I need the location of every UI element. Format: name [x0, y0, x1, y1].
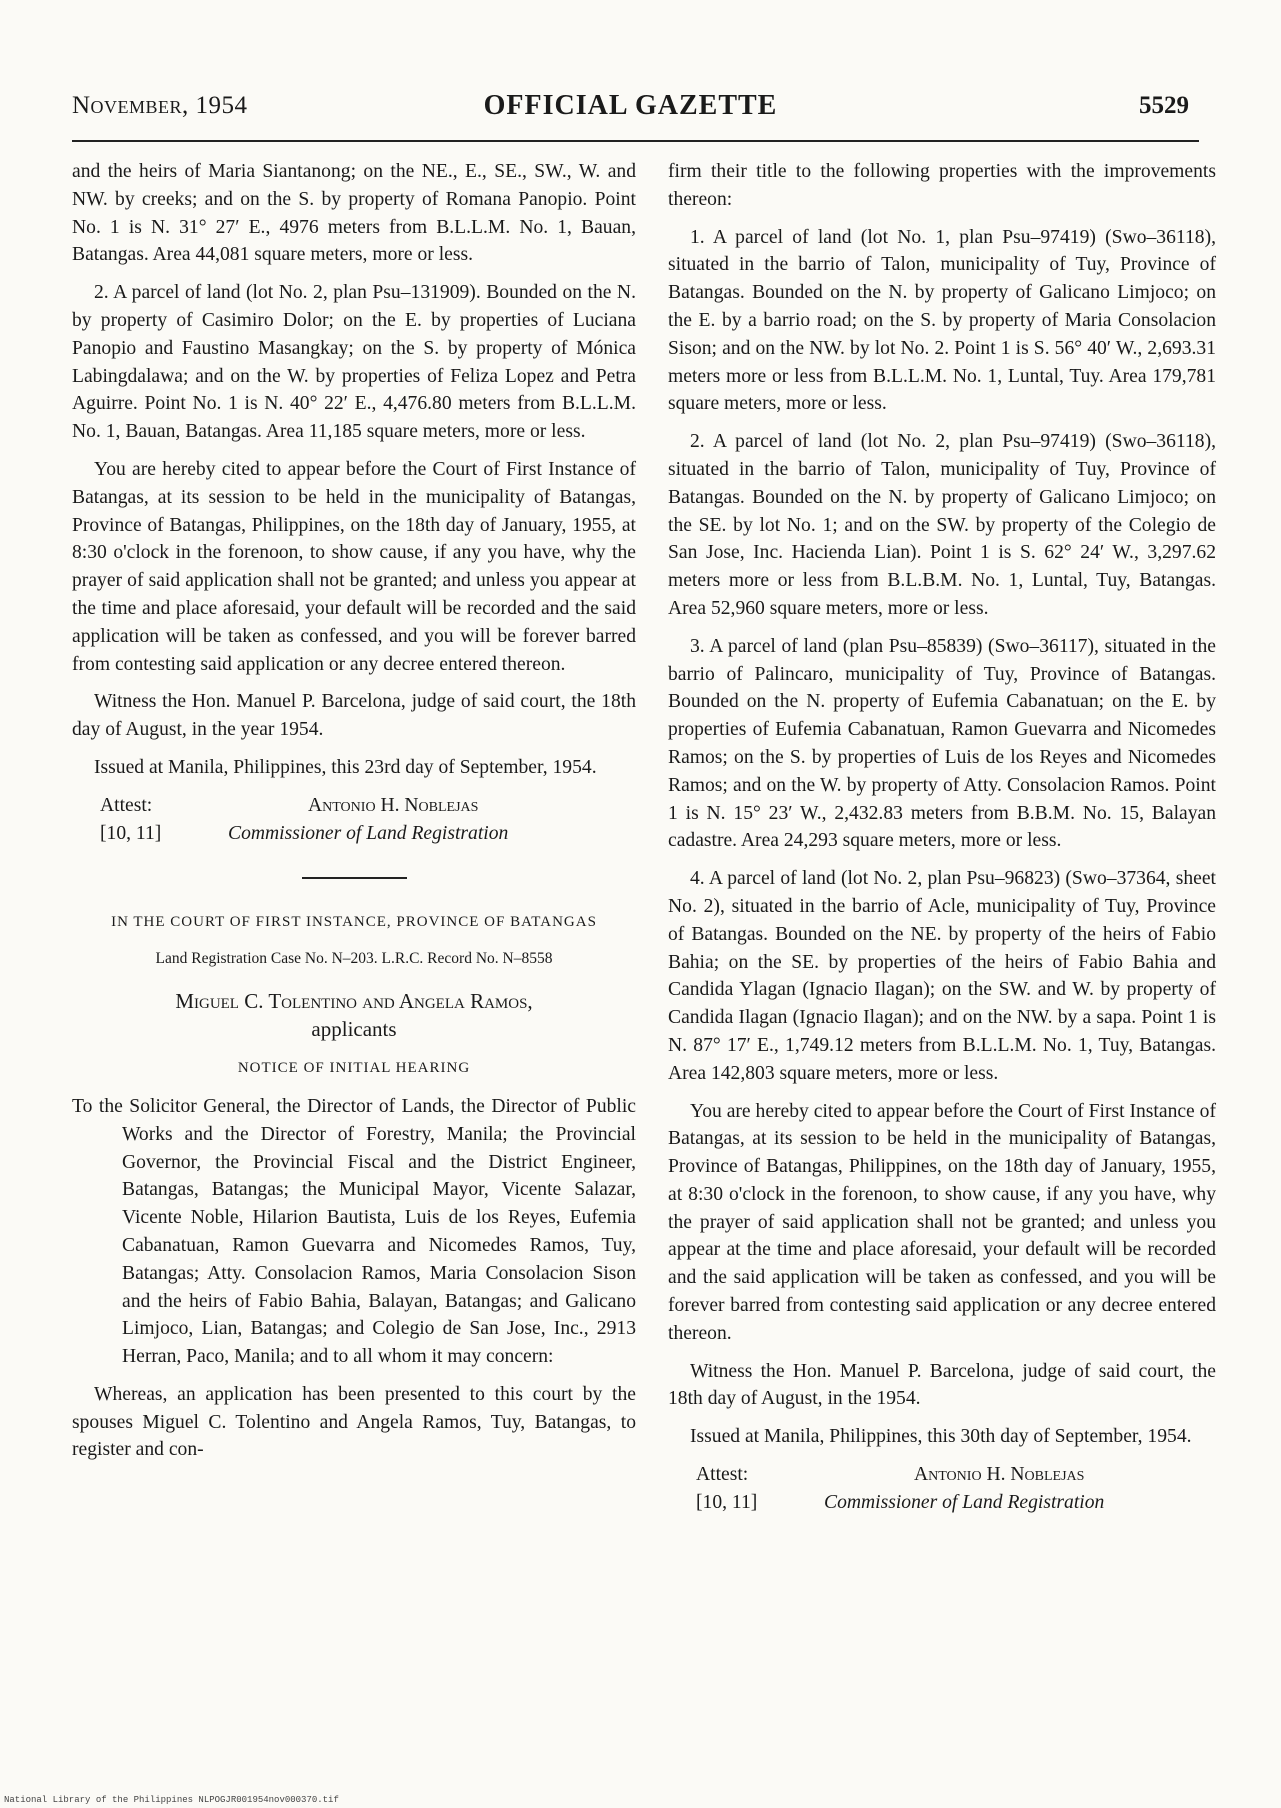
- paragraph: 4. A parcel of land (lot No. 2, plan Psu–96823) (Swo–37364, sheet No. 2), situated in the barrio of Acle, municipality of Tuy, Province of Batangas. Bounded on the NE. by property of the heirs of Fabio Bahia; on the SE. by properties of the heirs of Fabio Bahia and Candida Ylagan (Ignacio Ilagan); on the SW. and W. by property of Candida Ilagan (Ignacio Ilagan); and on the NW. by a sapa. Point 1 is N. 87° 17′ E., 1,749.12 meters from B.L.L.M. No. 1, Tuy, Batangas. Area 142,803 square meters, more or less.: [668, 868, 1216, 1084]
- notice-heading: NOTICE OF INITIAL HEARING: [237, 1060, 471, 1077]
- paragraph: 3. A parcel of land (plan Psu–85839) (Swo–36117), situated in the barrio of Palincaro, municipality of Tuy, Province of Batangas. Bounded on the N. property of Eufemia Cabanatuan; on the E. by properties of Eufemia Cabanatuan, Ramon Guevarra and Nicomedes Ramos; on the S. by properties of Luis de los Reyes and Nicomedes Ramos; and on the W. by property of Atty. Consolacion Ramos. Point 1 is N. 15° 23′ W., 2,432.83 meters from B.B.M. No. 15, Balayan cadastre. Area 24,293 square meters, more or less.: [668, 635, 1216, 852]
- attest-line: [668, 1461, 1216, 1489]
- applicant-names: Miguel C. Tolentino and Angela Ramos,: [175, 989, 533, 1014]
- paragraph: 1. A parcel of land (lot No. 1, plan Psu–97419) (Swo–36118), situated in the barrio of Talon, municipality of Tuy, Province of Batangas. Bounded on the N. by property of Galicano Limjoco; on the E. by a barrio road; on the S. by property of Maria Consolacion Sison; and on the NW. by lot No. 2. Point 1 is S. 56° 40′ W., 2,693.31 meters more or less from B.L.L.M. No. 1, Luntal, Tuy. Area 179,781 square meters, more or less.: [668, 226, 1216, 415]
- attest-label: Attest:: [696, 1464, 749, 1486]
- attest-title: Commissioner of Land Registration: [824, 1491, 1105, 1513]
- right-column: [668, 158, 1216, 1517]
- attest-title: Commissioner of Land Registration: [228, 822, 509, 844]
- addressee-block: To the Solicitor General, the Director of Lands, the Director of Public Works and the Director of Forestry, Manila; the Provincial Governor, the Provincial Fiscal and the District Engineer, Batangas, Batangas; the Municipal Mayor, Vicente Salazar, Vicente Noble, Hilarion Bautista, Luis de los Reyes, Eufemia Cabanatuan, Ramon Guevarra and Nicomedes Ramos, Tuy, Batangas; Atty. Consolacion Ramos, Maria Consolacion Sison and the heirs of Fabio Bahia, Balayan, Batangas; and Galicano Limjoco, Lian, Batangas; and Colegio de San Jose, Inc., 2913 Herran, Paco, Manila; and to all whom it may concern:: [72, 1095, 636, 1368]
- issue-month: November, 1954: [72, 92, 248, 119]
- attest-title-line: [668, 1489, 1216, 1517]
- scan-source-footer: National Library of the Philippines NLPOGJR001954nov000370.tif: [4, 1795, 339, 1805]
- attest-title-line: [72, 820, 636, 848]
- paragraph: Whereas, an application has been presented to this court by the spouses Miguel C. Tolentino and Angela Ramos, Tuy, Batangas, to register and con-: [72, 1383, 636, 1461]
- paragraph: Witness the Hon. Manuel P. Barcelona, judge of said court, the 18th day of August, in the year 1954.: [72, 691, 636, 741]
- applicant-role: applicants: [311, 1017, 397, 1042]
- attest-ref: [10, 11]: [696, 1491, 758, 1513]
- court-heading: IN THE COURT OF FIRST INSTANCE, PROVINCE OF BATANGAS: [111, 914, 597, 931]
- attest-label: Attest:: [100, 794, 153, 816]
- paragraph: 2. A parcel of land (lot No. 2, plan Psu–131909). Bounded on the N. by property of Casimiro Dolor; on the E. by properties of Luciana Panopio and Faustino Masangkay; on the S. by property of Mónica Labingdalawa; and on the W. by properties of Feliza Lopez and Petra Aguirre. Point No. 1 is N. 40° 22′ E., 4,476.80 meters from B.L.L.M. No. 1, Bauan, Batangas. Area 11,185 square meters, more or less.: [72, 282, 636, 443]
- page-header: [72, 92, 1189, 132]
- header-rule: [72, 140, 1199, 142]
- attest-line: [72, 792, 636, 820]
- paragraph: Witness the Hon. Manuel P. Barcelona, judge of said court, the 18th day of August, in the 1954.: [668, 1360, 1216, 1410]
- publication-title: OFFICIAL GAZETTE: [483, 90, 778, 121]
- section-divider: [302, 877, 407, 879]
- attest-name: Antonio H. Noblejas: [308, 794, 479, 816]
- case-number-line: Land Registration Case No. N–203. L.R.C. Record No. N–8558: [155, 950, 553, 968]
- attest-name: Antonio H. Noblejas: [914, 1464, 1085, 1486]
- paragraph: Issued at Manila, Philippines, this 23rd day of September, 1954.: [94, 756, 597, 778]
- paragraph: and the heirs of Maria Siantanong; on the NE., E., SE., SW., W. and NW. by creeks; and on the S. by property of Romana Panopio. Point No. 1 is N. 31° 27′ E., 4976 meters from B.L.L.M. No. 1, Bauan, Batangas. Area 44,081 square meters, more or less.: [72, 161, 636, 266]
- page-number: 5529: [1139, 92, 1189, 119]
- left-column: [72, 158, 636, 1474]
- paragraph: You are hereby cited to appear before the Court of First Instance of Batangas, at its session to be held in the municipality of Batangas, Province of Batangas, Philippines, on the 18th day of January, 1955, at 8:30 o'clock in the forenoon, to show cause, if any you have, why the prayer of said application shall not be granted; and unless you appear at the time and place aforesaid, your default will be recorded and the said application will be taken as confessed, and you will be forever barred from contesting said application or any decree entered thereon.: [668, 1100, 1216, 1344]
- paragraph: 2. A parcel of land (lot No. 2, plan Psu–97419) (Swo–36118), situated in the barrio of Talon, municipality of Tuy, Province of Batangas. Bounded on the N. by property of Galicano Limjoco; on the SE. by lot No. 1; and on the SW. by property of the Colegio de San Jose, Inc. Hacienda Lian). Point 1 is S. 62° 24′ W., 3,297.62 meters more or less from B.L.B.M. No. 1, Luntal, Tuy, Batangas. Area 52,960 square meters, more or less.: [668, 431, 1216, 619]
- paragraph: You are hereby cited to appear before the Court of First Instance of Batangas, at its session to be held in the municipality of Batangas, Province of Batangas, Philippines, on the 18th day of January, 1955, at 8:30 o'clock in the forenoon, to show cause, if any you have, why the prayer of said application shall not be granted; and unless you appear at the time and place aforesaid, your default will be recorded and the said application will be taken as confessed, and you will be forever barred from contesting said application or any decree entered thereon.: [72, 458, 636, 675]
- paragraph: firm their title to the following properties with the improvements thereon:: [668, 161, 1216, 210]
- paragraph: Issued at Manila, Philippines, this 30th day of September, 1954.: [690, 1426, 1192, 1448]
- attest-ref: [10, 11]: [100, 822, 162, 844]
